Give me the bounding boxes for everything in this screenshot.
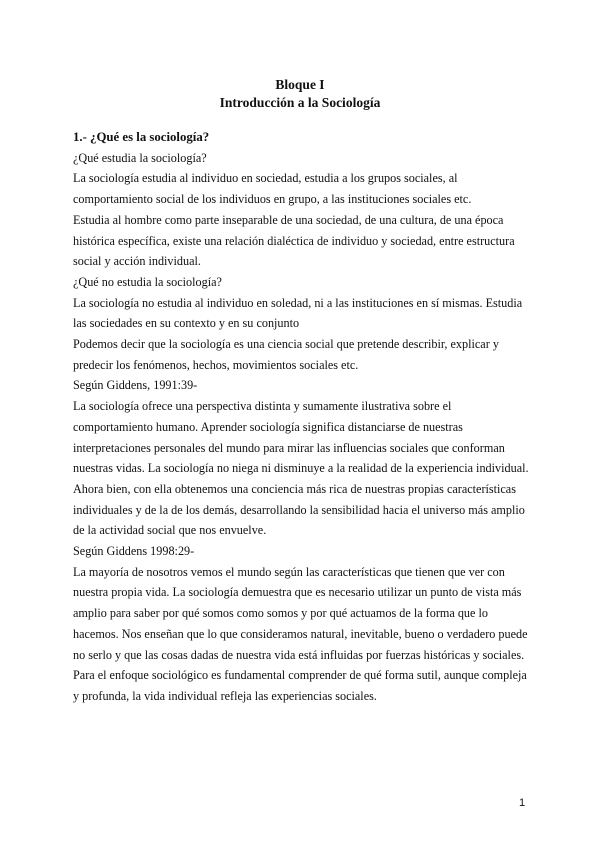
page-number: 1 [519, 797, 526, 809]
paragraph-man-society: Estudia al hombre como parte inseparable de una sociedad, de una cultura, de una época histórica específica, existe una relación dialéctica de individuo y sociedad, entre estructura social y acción individual. [73, 212, 515, 269]
quote-giddens-1998: La mayoría de nosotros vemos el mundo según las características que tienen que ver con nuestra propia vida. La sociología demuestra que es necesario utilizar un punto de vista más amplio para saber por qué somos como somos y por qué actuamos de la forma que lo hacemos. Nos enseñan que lo que consideramos natural, inevitable, bueno o verdadero puede no serlo y que las cosas dadas de nuestra vida está influidas por fuerzas históricas y sociales. Para el enfoque sociológico es fundamental comprender de qué forma sutil, aunque compleja y profunda, la vida individual refleja las experiencias sociales. [73, 564, 528, 703]
section-heading: 1.- ¿Qué es la sociología? [73, 130, 210, 144]
quote-giddens-1991: La sociología ofrece una perspectiva distinta y sumamente ilustrativa sobre el comportamiento humano. Aprender sociología significa distanciarse de nuestras interpretaciones personales del mundo para mirar las influencias sociales que conforman nuestras vidas. La sociología no niega ni disminuye a la realidad de la experiencia individual. Ahora bien, con ella obtenemos una conciencia más rica de nuestras propias características individuales y de la de los demás, desarrollando la sensibilidad hacia el universo más amplio de la actividad social que nos envuelve. [73, 399, 529, 538]
block-title: Bloque I [275, 77, 325, 92]
question-what-studies: ¿Qué estudia la sociología? [73, 150, 207, 165]
citation-giddens-1998: Según Giddens 1998:29- [73, 544, 195, 559]
paragraph-studies: La sociología estudia al individuo en sociedad, estudia a los grupos sociales, al comportamiento social de los individuos en grupo, a las instituciones sociales etc. [73, 171, 472, 207]
document-body [73, 127, 533, 707]
question-what-not-studies: ¿Qué no estudia la sociología? [73, 274, 222, 289]
paragraph-definition: Podemos decir que la sociología es una ciencia social que pretende describir, explicar y predecir los fenómenos, hechos, movimientos sociales etc. [73, 337, 499, 372]
citation-giddens-1991: Según Giddens, 1991:39- [73, 378, 198, 393]
paragraph-not-studies: La sociología no estudia al individuo en soledad, ni a las instituciones en sí mismas. Estudia las sociedades en su contexto y en su conjunto [73, 295, 523, 331]
block-subtitle: Introducción a la Sociología [219, 95, 381, 110]
